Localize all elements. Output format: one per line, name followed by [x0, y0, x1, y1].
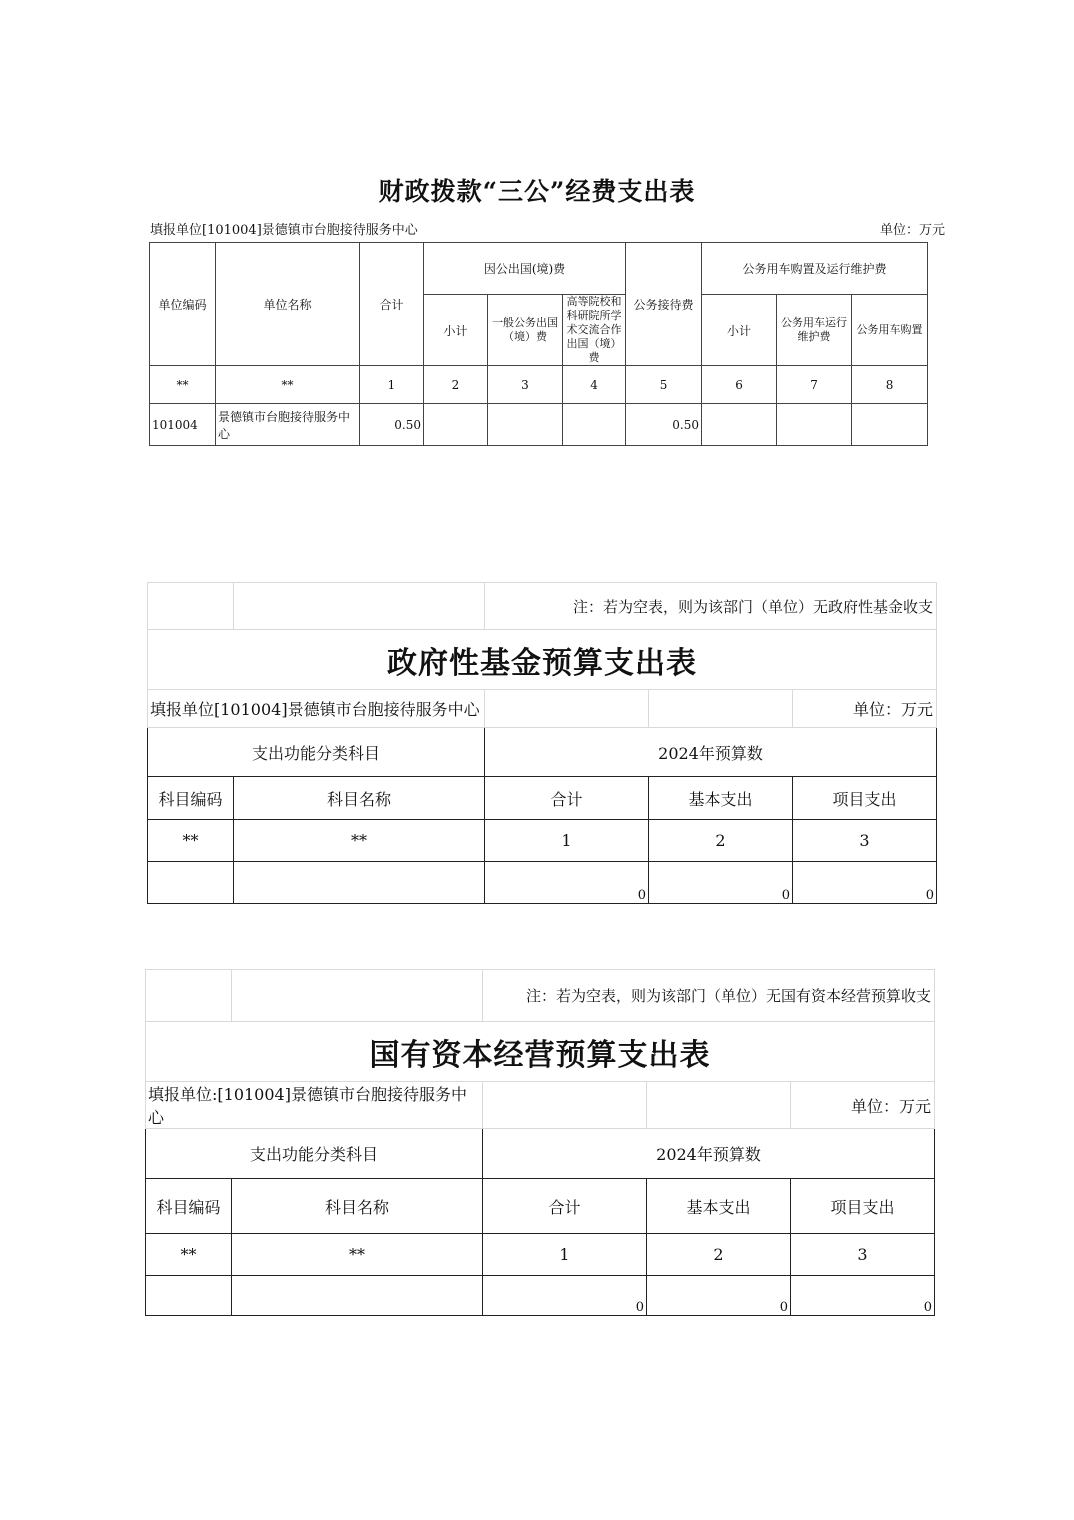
index-cell: 4 — [563, 366, 626, 404]
index-cell: 3 — [791, 1234, 935, 1276]
header-abroad-research: 高等院校和科研院所学术交流合作出国（境）费 — [563, 295, 626, 366]
header-subject-name: 科目名称 — [232, 1179, 483, 1234]
header-subject-code: 科目编码 — [148, 777, 234, 820]
value-basic: 0 — [647, 1276, 791, 1316]
header-budget-2024: 2024年预算数 — [485, 728, 937, 777]
table2-measure-unit: 单位：万元 — [793, 690, 937, 728]
header-subject-code: 科目编码 — [146, 1179, 232, 1234]
row-vehicle-operation — [777, 404, 852, 446]
table-row — [148, 862, 937, 904]
header-vehicle: 公务用车购置及运行维护费 — [702, 243, 928, 295]
government-fund-budget-table — [147, 582, 937, 904]
header-function-category: 支出功能分类科目 — [148, 728, 485, 777]
header-reception: 公务接待费 — [626, 243, 702, 366]
header-budget-2024: 2024年预算数 — [483, 1129, 935, 1179]
header-basic-expense: 基本支出 — [647, 1179, 791, 1234]
header-unit-code: 单位编码 — [150, 243, 216, 366]
row-unit-name: 景德镇市台胞接待服务中心 — [216, 404, 360, 446]
index-cell: 1 — [485, 820, 649, 862]
header-subject-name: 科目名称 — [234, 777, 485, 820]
index-cell: ** — [146, 1234, 232, 1276]
table-row — [146, 1276, 935, 1316]
header-vehicle-subtotal: 小计 — [702, 295, 777, 366]
index-cell: ** — [216, 366, 360, 404]
index-cell: 2 — [424, 366, 488, 404]
row-abroad-general — [488, 404, 563, 446]
header-vehicle-operation: 公务用车运行维护费 — [777, 295, 852, 366]
row-vehicle-purchase — [852, 404, 928, 446]
table1-title: 财政拨款“三公”经费支出表 — [378, 177, 696, 206]
index-cell: ** — [232, 1234, 483, 1276]
row-total: 0.50 — [360, 404, 424, 446]
header-function-category: 支出功能分类科目 — [146, 1129, 483, 1179]
row-abroad-research — [563, 404, 626, 446]
header-abroad-general: 一般公务出国（境）费 — [488, 295, 563, 366]
row-abroad-subtotal — [424, 404, 488, 446]
header-project-expense: 项目支出 — [793, 777, 937, 820]
header-total: 合计 — [360, 243, 424, 366]
table-row — [150, 404, 928, 446]
index-cell: 6 — [702, 366, 777, 404]
index-cell: ** — [150, 366, 216, 404]
index-row — [150, 366, 928, 404]
table1-unit-label: 填报单位[101004]景德镇市台胞接待服务中心 — [150, 223, 418, 238]
index-cell: 3 — [793, 820, 937, 862]
table1-measure-unit: 单位：万元 — [880, 223, 946, 238]
table3-unit-label: 填报单位:[101004]景德镇市台胞接待服务中心 — [146, 1082, 483, 1129]
header-vehicle-purchase: 公务用车购置 — [852, 295, 928, 366]
value-total: 0 — [483, 1276, 647, 1316]
index-cell: 1 — [360, 366, 424, 404]
header-total: 合计 — [483, 1179, 647, 1234]
header-total: 合计 — [485, 777, 649, 820]
table3-note: 注：若为空表，则为该部门（单位）无国有资本经营预算收支 — [483, 970, 935, 1022]
row-unit-code: 101004 — [150, 404, 216, 446]
index-cell: ** — [234, 820, 485, 862]
index-cell: 5 — [626, 366, 702, 404]
table2-title: 政府性基金预算支出表 — [148, 630, 937, 690]
header-unit-name: 单位名称 — [216, 243, 360, 366]
index-cell: 7 — [777, 366, 852, 404]
index-cell: 2 — [649, 820, 793, 862]
header-project-expense: 项目支出 — [791, 1179, 935, 1234]
header-abroad-subtotal: 小计 — [424, 295, 488, 366]
state-capital-budget-table — [145, 969, 935, 1316]
table3-measure-unit: 单位：万元 — [791, 1082, 935, 1129]
index-row — [148, 820, 937, 862]
table2-unit-label: 填报单位[101004]景德镇市台胞接待服务中心 — [148, 690, 485, 728]
index-row — [146, 1234, 935, 1276]
header-basic-expense: 基本支出 — [649, 777, 793, 820]
value-basic: 0 — [649, 862, 793, 904]
row-reception: 0.50 — [626, 404, 702, 446]
value-total: 0 — [485, 862, 649, 904]
table3-title: 国有资本经营预算支出表 — [146, 1022, 935, 1082]
index-cell: 2 — [647, 1234, 791, 1276]
header-abroad: 因公出国(境)费 — [424, 243, 626, 295]
index-cell: 3 — [488, 366, 563, 404]
row-vehicle-subtotal — [702, 404, 777, 446]
value-project: 0 — [791, 1276, 935, 1316]
value-project: 0 — [793, 862, 937, 904]
three-public-expenses-table — [149, 242, 928, 446]
index-cell: 8 — [852, 366, 928, 404]
index-cell: 1 — [483, 1234, 647, 1276]
table2-note: 注：若为空表，则为该部门（单位）无政府性基金收支 — [485, 583, 937, 630]
index-cell: ** — [148, 820, 234, 862]
